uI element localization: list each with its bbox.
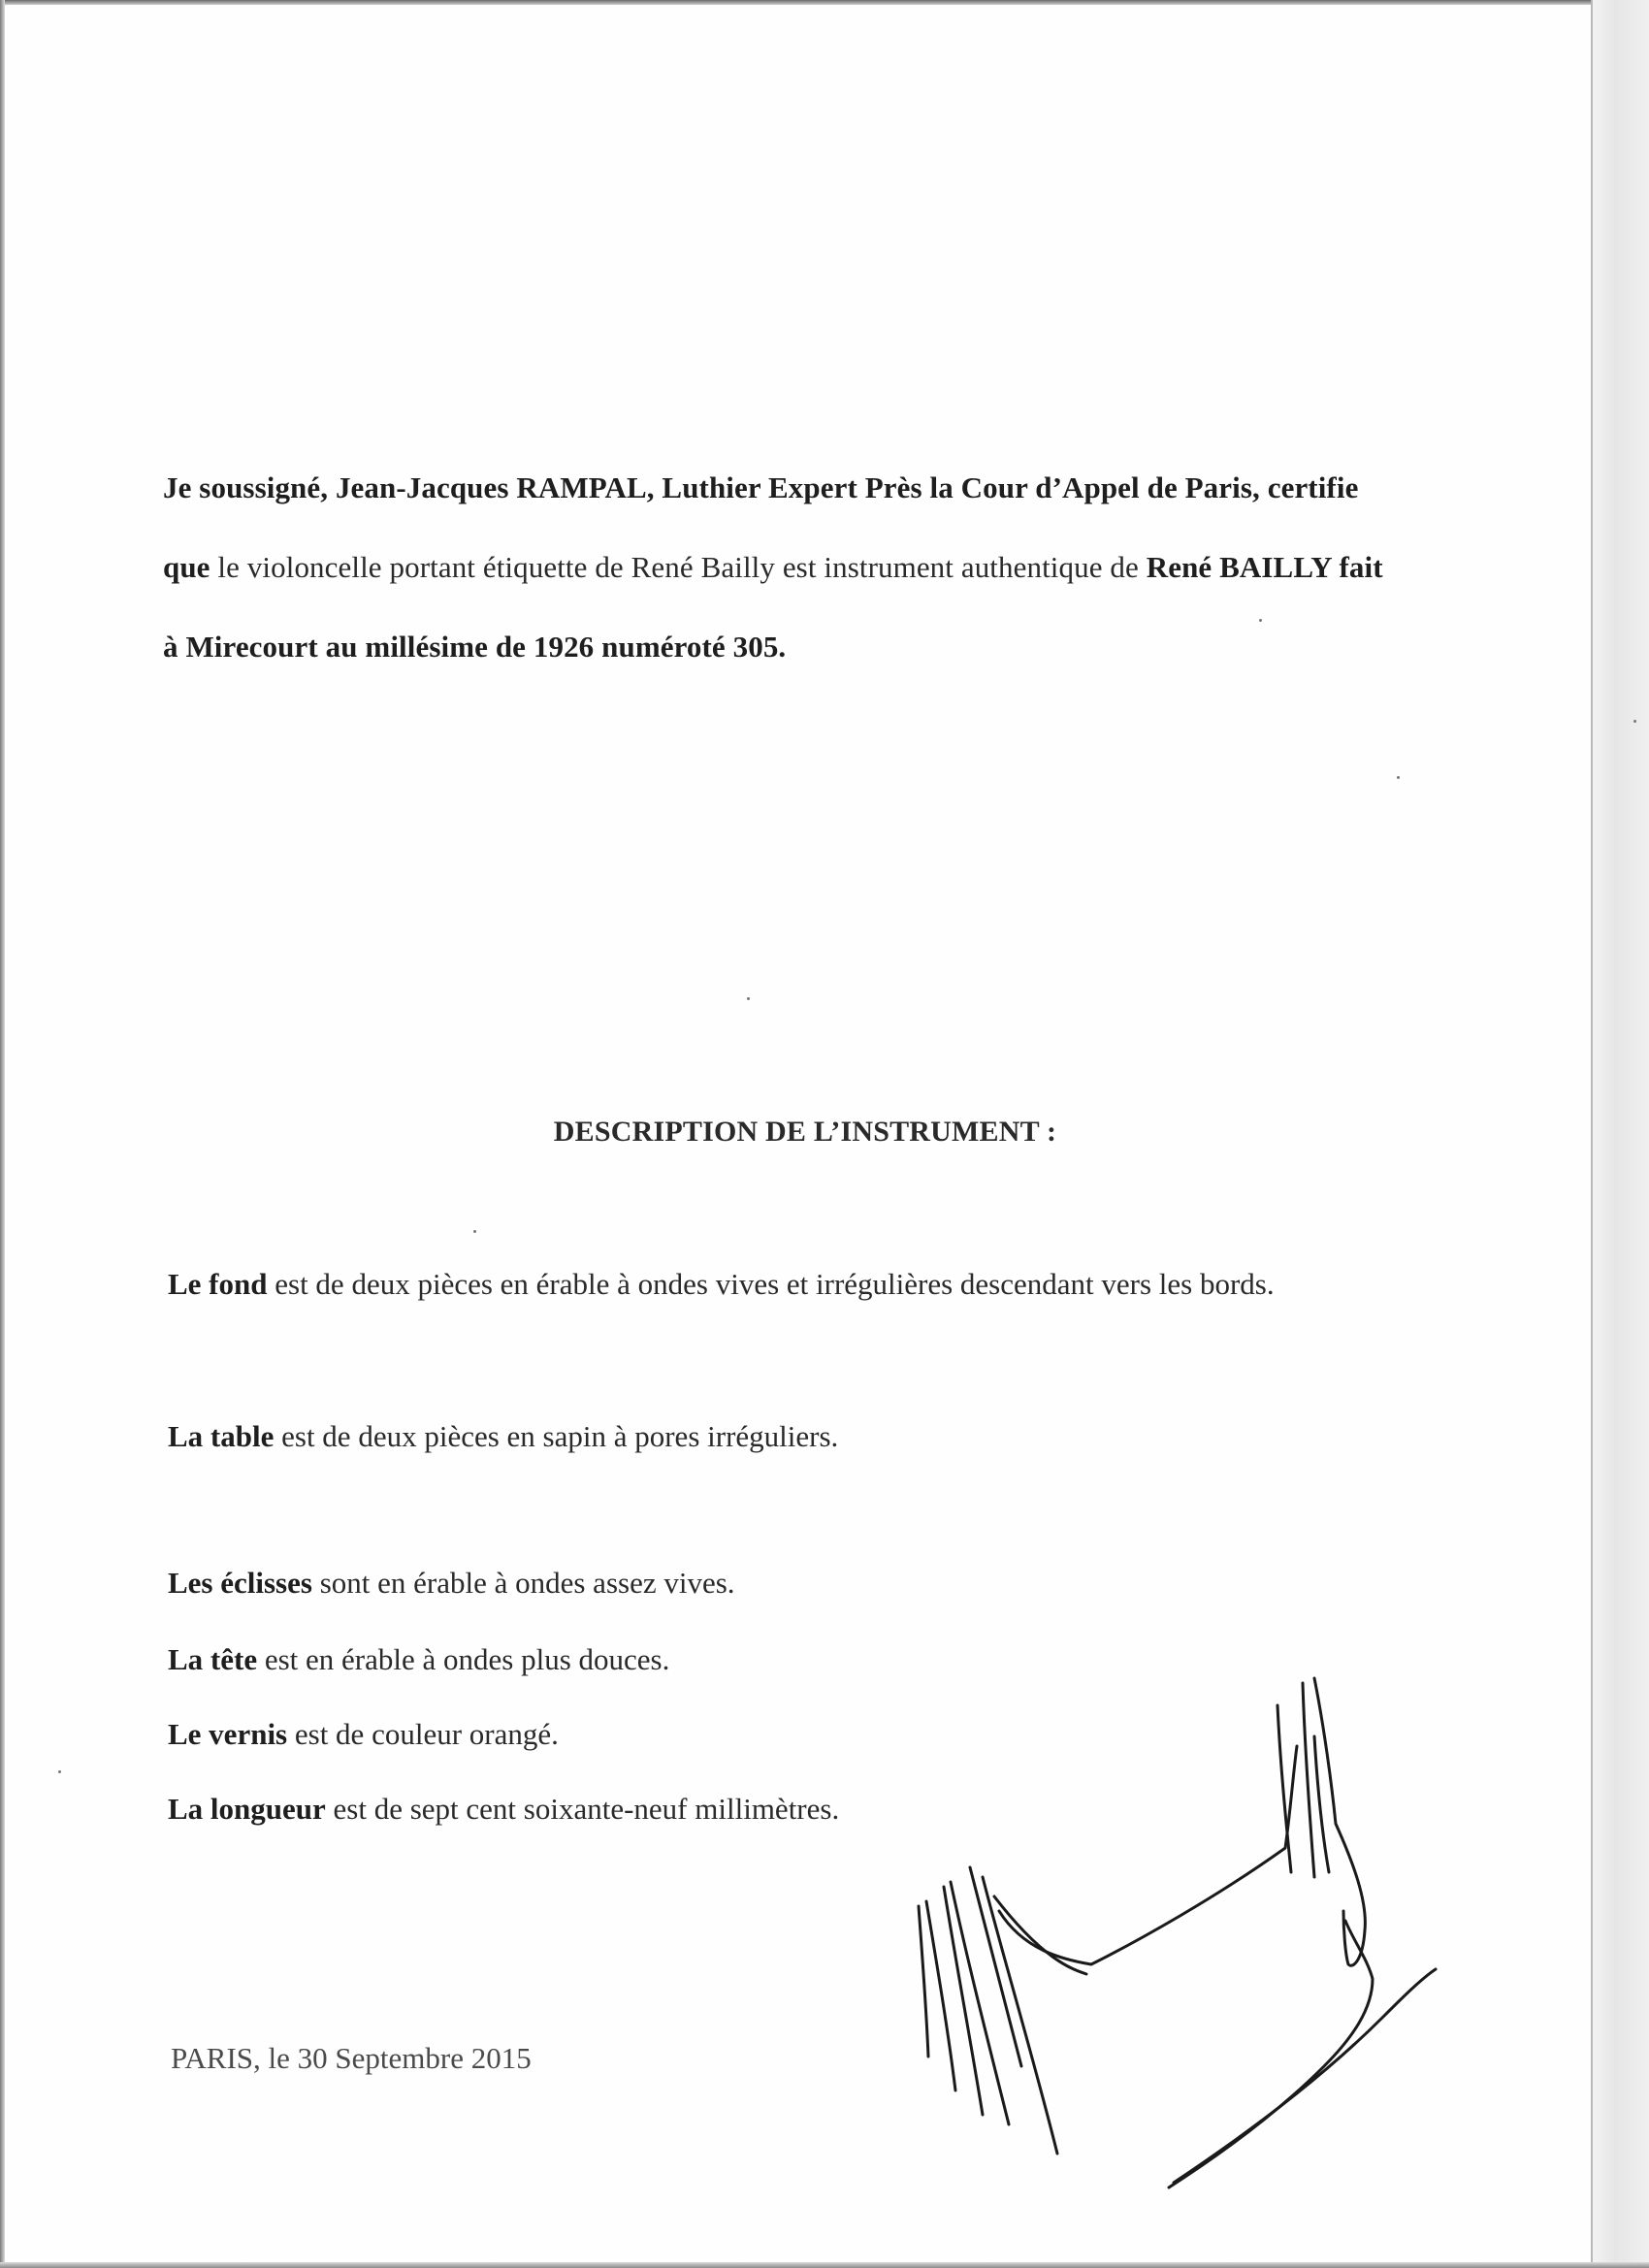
- handwritten-signature-icon: [897, 1669, 1518, 2192]
- certification-line-1-bold: Je soussigné, Jean-Jacques RAMPAL, Luthier Expert Près la Cour d’Appel de Paris, certifie: [163, 470, 1359, 504]
- scan-speck: [747, 997, 750, 1000]
- scan-border-bottom: [0, 2262, 1649, 2268]
- description-term: Le vernis: [168, 1717, 288, 1751]
- description-term: La tête: [168, 1642, 258, 1676]
- certification-statement: [163, 448, 1482, 687]
- certification-line-3: [163, 607, 1482, 687]
- description-text: est de deux pièces en sapin à pores irréguliers.: [274, 1419, 839, 1453]
- certification-line-2-bold-start: que: [163, 550, 210, 584]
- description-item-tete: [168, 1642, 669, 1677]
- certification-line-3-bold: à Mirecourt au millésime de 1926 numéroté 305.: [163, 630, 787, 664]
- description-text: est de couleur orangé.: [287, 1717, 559, 1751]
- description-term: La longueur: [168, 1792, 326, 1826]
- description-text: est en érable à ondes plus douces.: [257, 1642, 670, 1676]
- certification-line-2: [163, 528, 1482, 607]
- description-term: La table: [168, 1419, 275, 1453]
- description-item-fond: [168, 1267, 1275, 1302]
- description-text: est de deux pièces en érable à ondes vives et irrégulières descendant vers les bords.: [267, 1267, 1275, 1301]
- scan-speck: [1633, 720, 1636, 723]
- description-item-vernis: [168, 1717, 559, 1752]
- scan-speck: [473, 1230, 476, 1233]
- date-place: PARIS, le 30 Septembre 2015: [171, 2041, 532, 2075]
- description-term: Les éclisses: [168, 1566, 312, 1600]
- description-text: sont en érable à ondes assez vives.: [311, 1566, 735, 1600]
- scan-speck: [1397, 776, 1400, 779]
- scan-border-top: [0, 0, 1649, 5]
- description-text: est de sept cent soixante-neuf millimètres.: [325, 1792, 840, 1826]
- description-item-longueur: [168, 1792, 839, 1827]
- description-heading: [0, 1116, 1649, 1149]
- certification-line-1: [163, 448, 1482, 528]
- scan-speck: [58, 1770, 61, 1773]
- certification-line-2-bold-end: René BAILLY fait: [1146, 550, 1383, 584]
- description-item-eclisses: [168, 1566, 735, 1601]
- description-heading-text: DESCRIPTION DE L’INSTRUMENT :: [553, 1116, 1057, 1148]
- description-term: Le fond: [168, 1267, 268, 1301]
- certification-line-2-text: le violoncelle portant étiquette de René Bailly est instrument authentique de: [210, 550, 1147, 584]
- description-item-table: [168, 1419, 838, 1454]
